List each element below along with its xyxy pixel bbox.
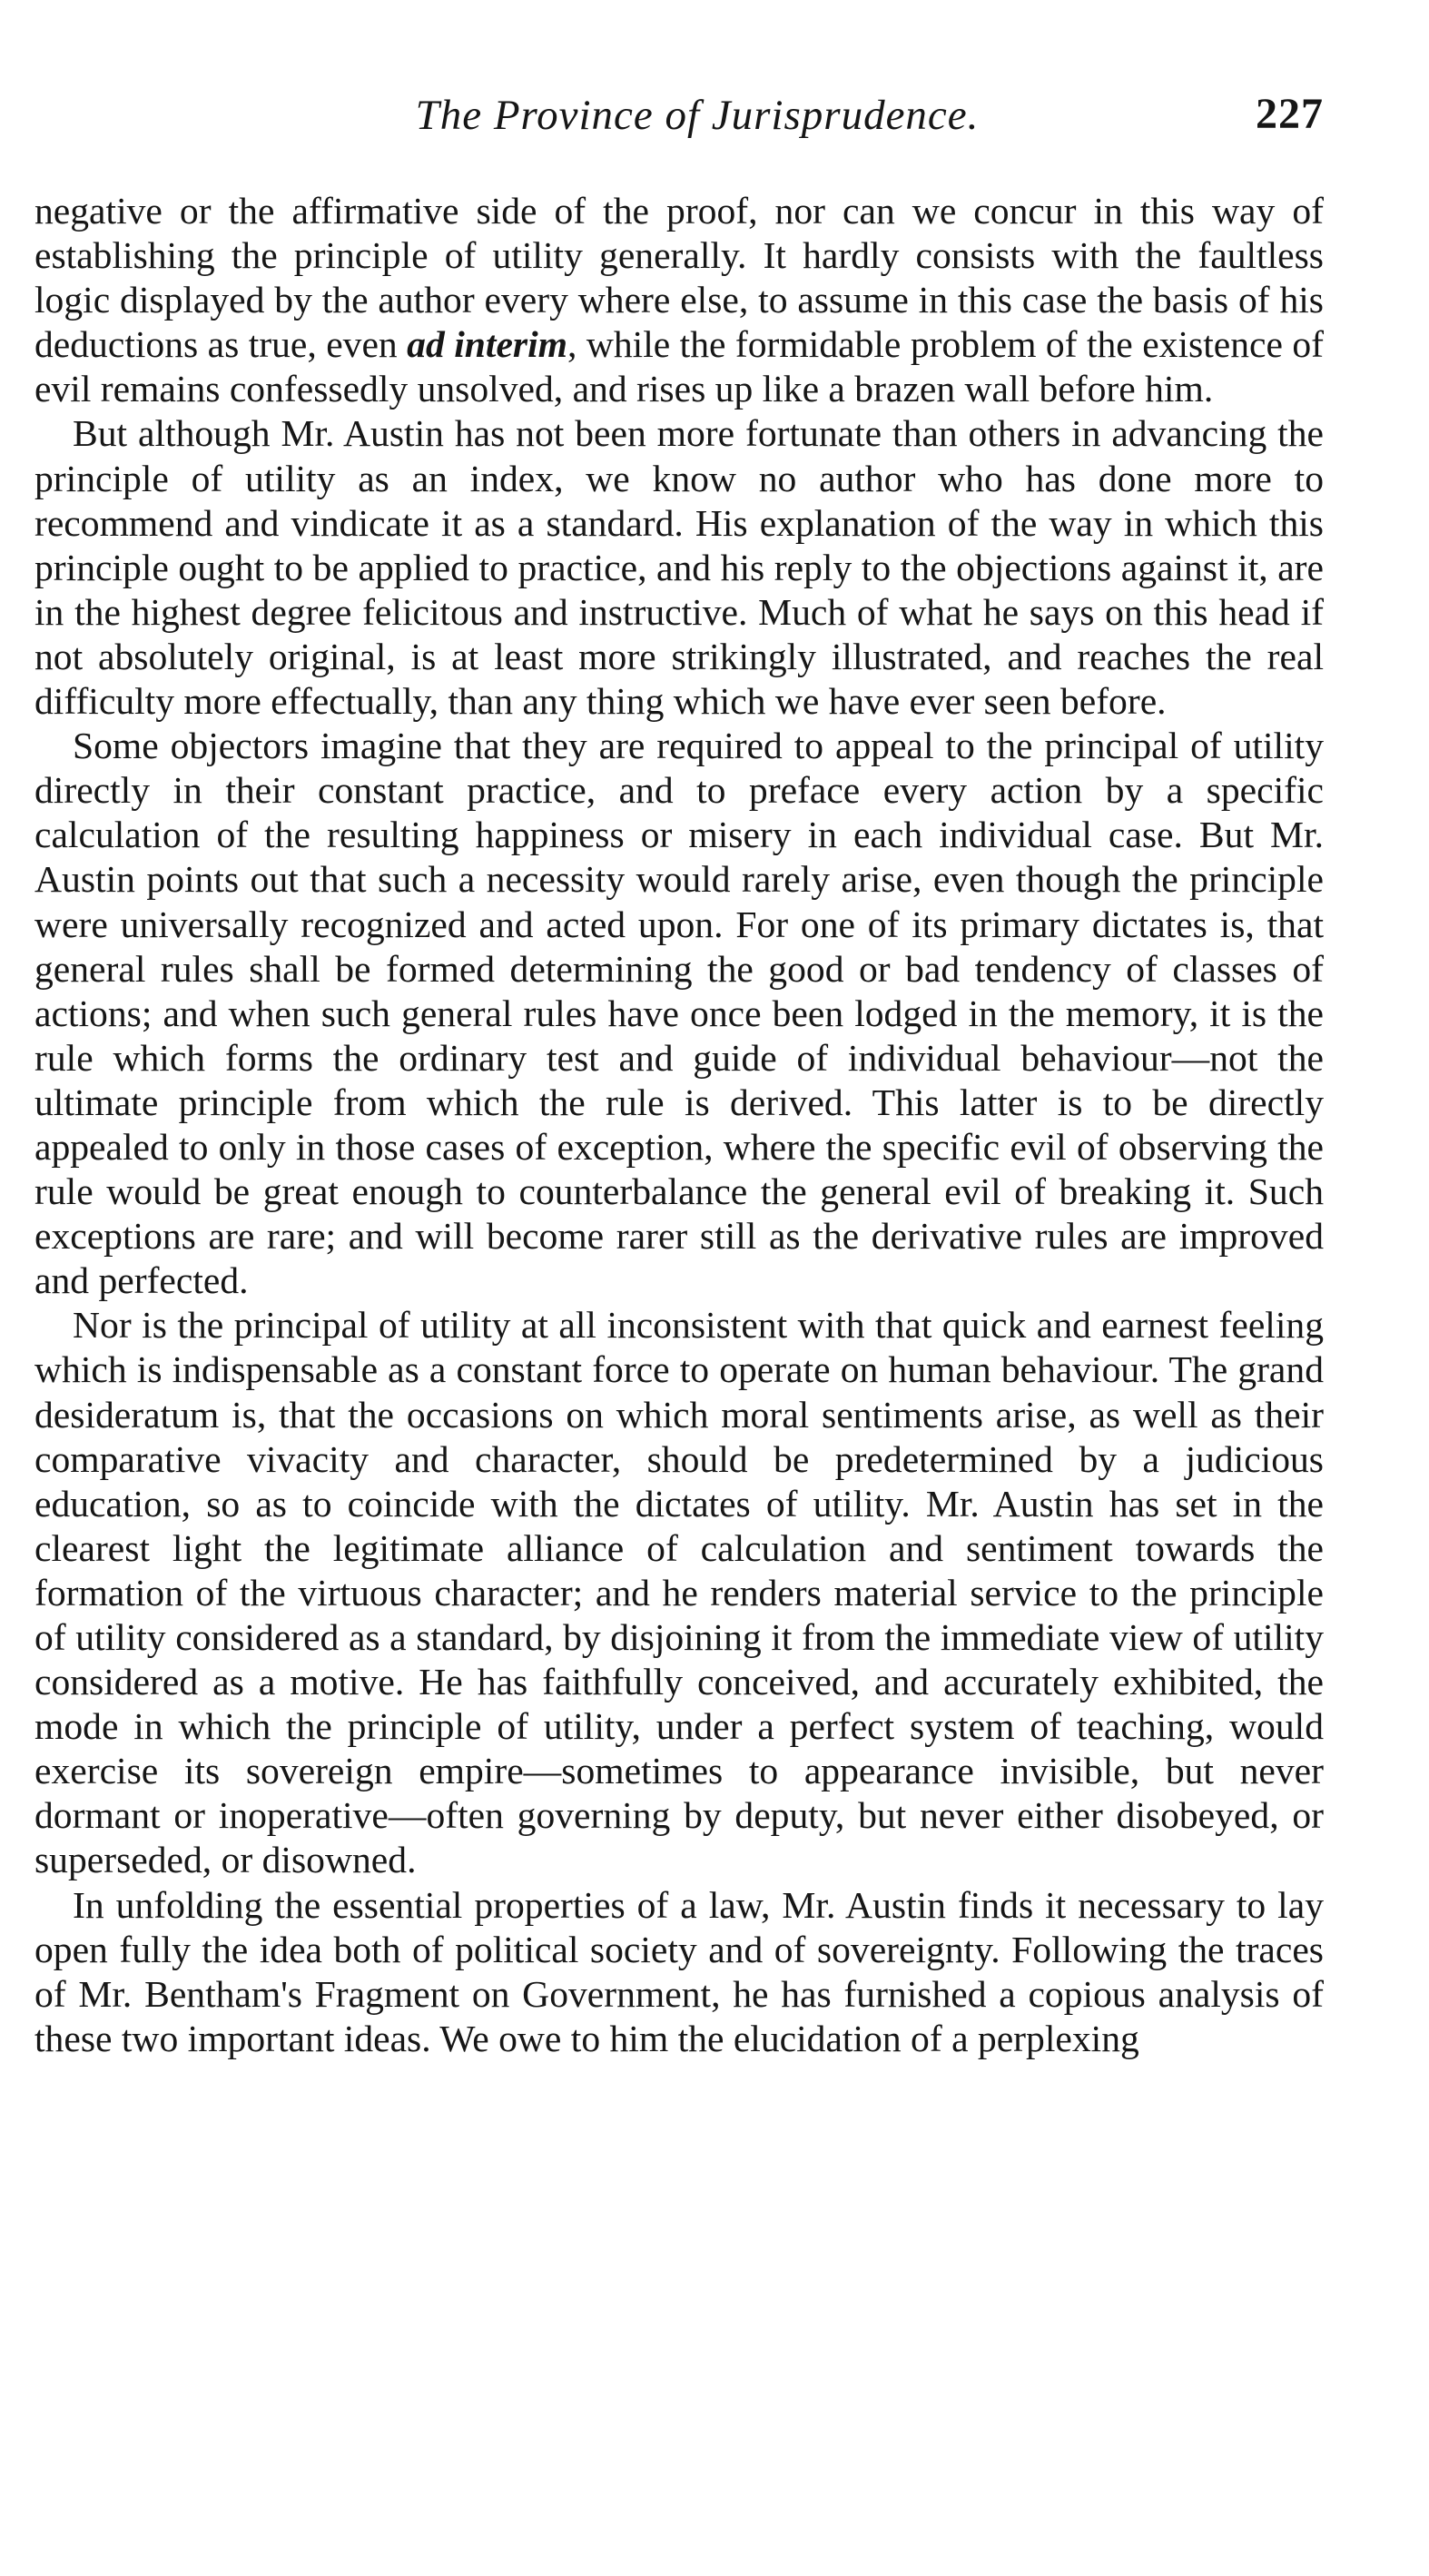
latin-phrase: ad interim — [407, 323, 567, 366]
paragraph-4: Nor is the principal of utility at all inconsistent with that quick and earnest feeling which is indispensable as a constant force to operate on human behaviour. The grand desideratum is, that the occasions on which moral sentiments arise, as well as their comparative vivacity and character, should be predetermined by a judicious education, so as to coincide with the dictates of utility. Mr. Austin has set in the clearest light the legitimate alliance of calculation and sentiment towards the formation of the virtuous character; and he renders material service to the principle of utility considered as a standard, by disjoining it from the immediate view of utility considered as a motive. He has faithfully conceived, and accurately exhibited, the mode in which the principle of utility, under a perfect system of teaching, would exercise its sovereign empire—sometimes to appearance invisible, but never dormant or inoperative—often governing by deputy, but never either disobeyed, or superseded, or disowned. — [34, 1304, 1324, 1881]
page-number: 227 — [1256, 90, 1324, 138]
paragraph-2: But although Mr. Austin has not been more fortunate than others in advancing the principle of utility as an index, we know no author who has done more to recommend and vindicate it as a standard. His explanation of the way in which this principle ought to be applied to practice, and his reply to the objections against it, are in the highest degree felicitous and instructive. Much of what he says on this head if not absolutely original, is at least more strikingly illustrated, and reaches the real difficulty more effectually, than any thing which we have ever seen before. — [34, 412, 1324, 723]
paragraph-3: Some objectors imagine that they are required to appeal to the principal of utility directly in their constant practice, and to preface every action by a specific calculation of the resulting happiness or misery in each individual case. But Mr. Austin points out that such a necessity would rarely arise, even though the principle were universally recognized and acted upon. For one of its primary dictates is, that general rules shall be formed determining the good or bad tendency of classes of actions; and when such general rules have once been lodged in the memory, it is the rule which forms the ordinary test and guide of individual behaviour—not the ultimate principle from which the rule is derived. This latter is to be directly appealed to only in those cases of exception, where the specific evil of observing the rule would be great enough to counterbalance the general evil of breaking it. Such exceptions are rare; and will become rarer still as the derivative rules are improved and perfected. — [34, 725, 1324, 1302]
body-text — [34, 189, 1324, 2061]
running-title: The Province of Jurisprudence. — [415, 92, 980, 139]
paragraph-5: In unfolding the essential properties of a law, Mr. Austin finds it necessary to lay open fully the idea both of political society and of sovereignty. Following the traces of Mr. Bentham's Fragment on Government, he has furnished a copious analysis of these two important ideas. We owe to him the elucidation of a perplexing — [34, 1883, 1324, 2059]
running-header — [34, 91, 1324, 154]
paragraph-1-text-after: , while the formidable problem of the existence of evil remains confessedly unsolved, and rises up like a brazen wall before him. — [34, 323, 1325, 410]
paragraph-1-text-before: negative or the affirmative side of the proof, nor can we concur in this way of establishing the principle of utility generally. It hardly consists with the faultless logic displayed by the author every where else, to assume in this case the basis of his deductions as true, even — [34, 190, 1324, 366]
book-page — [34, 91, 1324, 2061]
paragraph-1 — [34, 189, 1324, 411]
